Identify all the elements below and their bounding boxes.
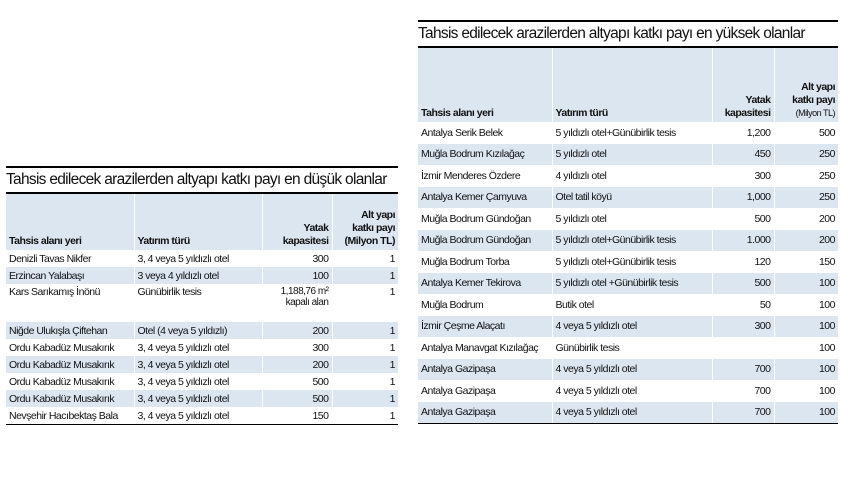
table-row — [6, 250, 398, 267]
cell-investment: 4 yıldızlı otel — [552, 165, 712, 187]
cell-investment: 4 veya 5 yıldızlı otel — [552, 316, 712, 338]
cell-investment: Günübirlik tesis — [134, 284, 262, 322]
cell-location: Antalya Manavgat Kızılağaç — [418, 337, 552, 359]
cell-location: Antalya Gazipaşa — [418, 402, 552, 424]
cell-investment: Otel tatil köyü — [552, 187, 712, 209]
highest-table-title: Tahsis edilecek arazilerden altyapı katkı payı en yüksek olanlar — [418, 20, 838, 48]
cell-investment: 5 yıldızlı otel +Günübirlik tesis — [552, 273, 712, 295]
table-row — [418, 165, 838, 187]
table-row — [418, 187, 838, 209]
cell-capacity: 120 — [712, 251, 774, 273]
table-row — [6, 407, 398, 424]
table-row — [6, 284, 398, 322]
cell-location: Muğla Bodrum Kızılağaç — [418, 144, 552, 166]
lowest-fee-table — [6, 194, 398, 424]
cell-fee: 100 — [774, 273, 838, 295]
cell-capacity: 700 — [712, 402, 774, 424]
cell-investment: 5 yıldızlı otel+Günübirlik tesis — [552, 122, 712, 144]
cell-investment: 5 yıldızlı otel — [552, 144, 712, 166]
cell-fee: 100 — [774, 402, 838, 424]
cell-location: Antalya Kemer Tekirova — [418, 273, 552, 295]
cell-investment: Otel (4 veya 5 yıldızlı) — [134, 322, 262, 339]
highest-fee-table-panel — [418, 20, 838, 424]
cell-location: Antalya Kemer Çamyuva — [418, 187, 552, 209]
cell-location: Erzincan Yalabaşı — [6, 267, 134, 284]
highest-fee-table — [418, 48, 838, 423]
cell-investment: Günübirlik tesis — [552, 337, 712, 359]
cell-fee: 200 — [774, 208, 838, 230]
cell-location: Ordu Kabadüz Musakırık — [6, 373, 134, 390]
cell-investment: 3, 4 veya 5 yıldızlı otel — [134, 407, 262, 424]
cell-fee: 100 — [774, 294, 838, 316]
cell-location: Muğla Bodrum Gündoğan — [418, 230, 552, 252]
col-header-capacity: Yatak kapasitesi — [262, 194, 332, 250]
cell-fee: 250 — [774, 165, 838, 187]
cell-fee: 100 — [774, 337, 838, 359]
cell-location: Nevşehir Hacıbektaş Bala — [6, 407, 134, 424]
cell-investment: 3, 4 veya 5 yıldızlı otel — [134, 339, 262, 356]
cell-fee: 1 — [332, 407, 398, 424]
capacity-value: 1,188,76 m² — [280, 286, 329, 297]
cell-fee: 250 — [774, 187, 838, 209]
cell-investment: 3, 4 veya 5 yıldızlı otel — [134, 356, 262, 373]
table-row — [6, 322, 398, 339]
cell-capacity: 500 — [262, 390, 332, 407]
table-row — [6, 373, 398, 390]
cell-capacity: 1,000 — [712, 187, 774, 209]
table-row — [418, 122, 838, 144]
table-row — [418, 316, 838, 338]
cell-capacity: 50 — [712, 294, 774, 316]
cell-fee: 1 — [332, 339, 398, 356]
cell-fee: 250 — [774, 144, 838, 166]
cell-capacity: 200 — [262, 356, 332, 373]
table-row — [6, 356, 398, 373]
cell-location: Ordu Kabadüz Musakırık — [6, 339, 134, 356]
cell-investment: 5 yıldızlı otel+Günübirlik tesis — [552, 230, 712, 252]
table-row — [418, 294, 838, 316]
table-row — [418, 337, 838, 359]
cell-capacity: 300 — [712, 316, 774, 338]
table-row — [418, 359, 838, 381]
cell-fee: 200 — [774, 230, 838, 252]
lowest-table-title: Tahsis edilecek arazilerden altyapı katkı payı en düşük olanlar — [6, 166, 398, 194]
cell-investment: 3, 4 veya 5 yıldızlı otel — [134, 250, 262, 267]
table-row — [418, 208, 838, 230]
table-row — [6, 390, 398, 407]
cell-investment: 3, 4 veya 5 yıldızlı otel — [134, 373, 262, 390]
col-header-fee: Alt yapı katkı payı (Milyon TL) — [332, 194, 398, 250]
table-row — [418, 402, 838, 424]
cell-location: Denizli Tavas Nikfer — [6, 250, 134, 267]
highest-table-header — [418, 48, 838, 122]
cell-investment: 5 yıldızlı otel — [552, 208, 712, 230]
cell-location: Ordu Kabadüz Musakırık — [6, 390, 134, 407]
cell-fee: 100 — [774, 359, 838, 381]
cell-capacity: 500 — [262, 373, 332, 390]
cell-capacity — [712, 337, 774, 359]
capacity-note: kapalı alan — [285, 297, 329, 308]
table-row — [6, 267, 398, 284]
cell-location: Antalya Gazipaşa — [418, 359, 552, 381]
highest-table-body — [418, 122, 838, 423]
cell-investment: 3, 4 veya 5 yıldızlı otel — [134, 390, 262, 407]
table-row — [418, 380, 838, 402]
cell-investment: 3 veya 4 yıldızlı otel — [134, 267, 262, 284]
cell-fee: 1 — [332, 267, 398, 284]
lowest-fee-table-panel — [6, 166, 398, 425]
cell-capacity: 1.000 — [712, 230, 774, 252]
cell-capacity: 500 — [712, 273, 774, 295]
table-row — [418, 230, 838, 252]
cell-capacity: 300 — [262, 250, 332, 267]
cell-fee: 100 — [774, 316, 838, 338]
cell-fee: 1 — [332, 356, 398, 373]
table-row — [418, 273, 838, 295]
cell-location: Ordu Kabadüz Musakırık — [6, 356, 134, 373]
cell-fee: 150 — [774, 251, 838, 273]
cell-investment: 4 veya 5 yıldızlı otel — [552, 380, 712, 402]
cell-fee: 1 — [332, 322, 398, 339]
cell-capacity: 200 — [262, 322, 332, 339]
table-bottom-divider — [6, 424, 398, 425]
cell-fee: 1 — [332, 250, 398, 267]
lowest-table-header — [6, 194, 398, 250]
col-header-capacity: Yatak kapasitesi — [712, 48, 774, 122]
cell-location: Kars Sarıkamış İnönü — [6, 284, 134, 322]
cell-capacity: 300 — [262, 339, 332, 356]
col-header-investment: Yatırım türü — [552, 48, 712, 122]
cell-fee: 1 — [332, 373, 398, 390]
cell-capacity: 300 — [712, 165, 774, 187]
cell-fee: 100 — [774, 380, 838, 402]
cell-capacity: 500 — [712, 208, 774, 230]
cell-investment: 4 veya 5 yıldızlı otel — [552, 402, 712, 424]
cell-fee: 1 — [332, 284, 398, 322]
cell-investment: Butik otel — [552, 294, 712, 316]
cell-investment: 5 yıldızlı otel+Günübirlik tesis — [552, 251, 712, 273]
table-row — [418, 251, 838, 273]
cell-location: Niğde Ulukışla Çiftehan — [6, 322, 134, 339]
cell-capacity: 700 — [712, 380, 774, 402]
cell-fee: 500 — [774, 122, 838, 144]
col-header-fee: Alt yapı katkı payı (Milyon TL) — [774, 48, 838, 122]
cell-location: Antalya Serik Belek — [418, 122, 552, 144]
lowest-table-body — [6, 250, 398, 424]
cell-investment: 4 veya 5 yıldızlı otel — [552, 359, 712, 381]
cell-capacity — [262, 284, 332, 322]
cell-capacity: 150 — [262, 407, 332, 424]
col-header-investment: Yatırım türü — [134, 194, 262, 250]
table-row — [6, 339, 398, 356]
cell-capacity: 700 — [712, 359, 774, 381]
cell-capacity: 1,200 — [712, 122, 774, 144]
cell-capacity: 450 — [712, 144, 774, 166]
cell-location: İzmir Menderes Özdere — [418, 165, 552, 187]
cell-capacity: 100 — [262, 267, 332, 284]
table-bottom-divider — [418, 423, 838, 424]
cell-location: İzmir Çeşme Alaçatı — [418, 316, 552, 338]
cell-location: Antalya Gazipaşa — [418, 380, 552, 402]
col-header-location: Tahsis alanı yeri — [418, 48, 552, 122]
cell-location: Muğla Bodrum — [418, 294, 552, 316]
cell-location: Muğla Bodrum Torba — [418, 251, 552, 273]
cell-fee: 1 — [332, 390, 398, 407]
cell-location: Muğla Bodrum Gündoğan — [418, 208, 552, 230]
col-header-location: Tahsis alanı yeri — [6, 194, 134, 250]
table-row — [418, 144, 838, 166]
